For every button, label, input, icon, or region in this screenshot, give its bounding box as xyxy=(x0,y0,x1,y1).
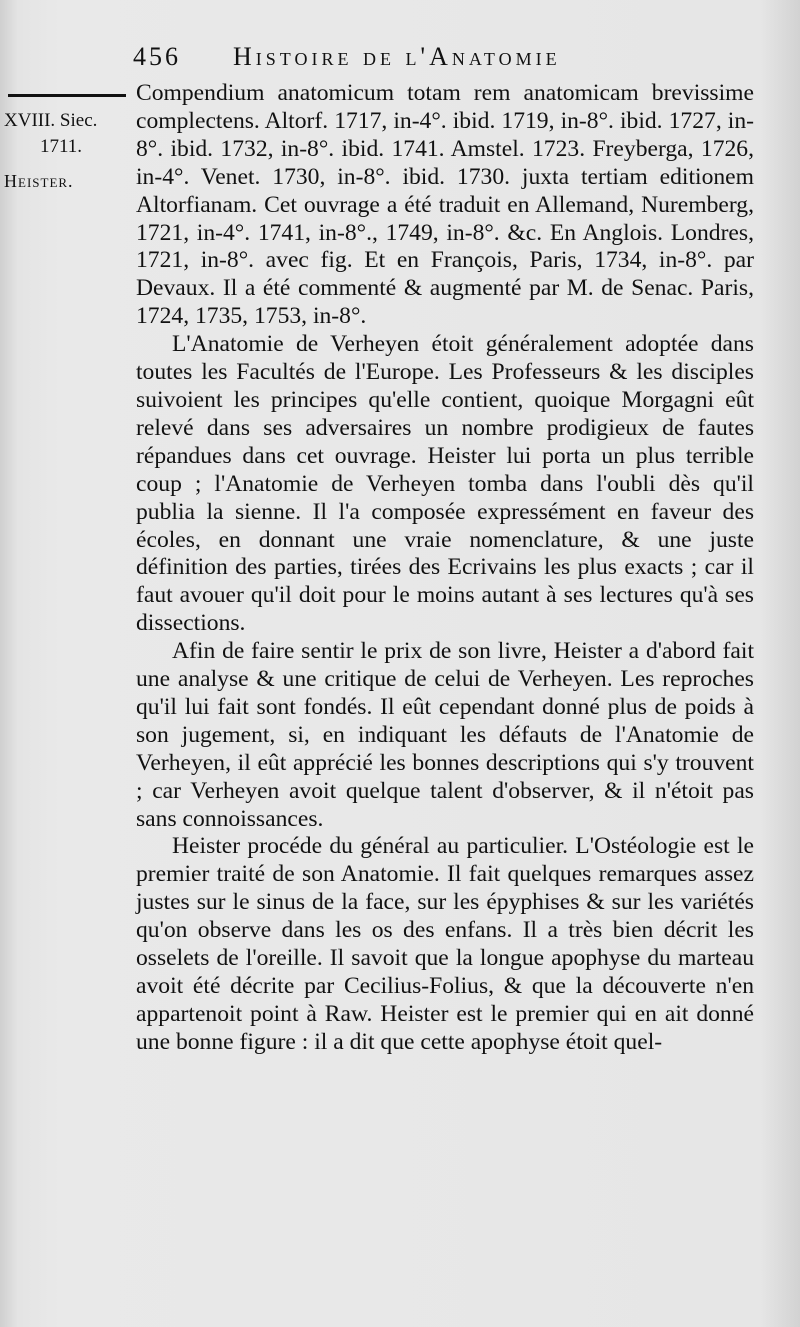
paragraph-critique: Afin de faire sentir le prix de son livre, Heister a d'abord fait une analyse & une critique de celui de Verheyen. Les reproches qu'il lui fait sont fondés. Il eût cependant donné plus de poids à son jugement, si, en indiquant les défauts de l'Anatomie de Verheyen, il eût apprécié les bonnes descriptions qui s'y trouvent ; car Verheyen avoit quelque talent d'observer, & il n'étoit pas sans connoissances. xyxy=(136,638,754,832)
margin-notes xyxy=(4,108,130,194)
margin-author: Heister. xyxy=(4,171,74,191)
body-text xyxy=(136,80,754,1057)
paragraph-bibliography: Compendium anatomicum totam rem anatomicam brevissime complectens. Altorf. 1717, in-4°. ibid. 1719, in-8°. ibid. 1727, in-8°. ibid. 1732, in-8°. ibid. 1741. Amstel. 1723. Freyberga, 1726, in-4°. Venet. 1730, in-8°. ibid. 1730. juxta tertiam editionem Altorfianam. Cet ouvrage a été traduit en Allemand, Nuremberg, 1721, in-4°. 1741, in-8°., 1749, in-8°. &c. En Anglois. Londres, 1721, in-8°. avec fig. Et en François, Paris, 1734, in-8°. par Devaux. Il a été commenté & augmenté par M. de Senac. Paris, 1724, 1735, 1753, in-8°. xyxy=(136,80,754,330)
margin-rule xyxy=(8,94,126,97)
page-number: 456 xyxy=(133,42,181,71)
page-header xyxy=(133,42,773,82)
paragraph-verheyen: L'Anatomie de Verheyen étoit généralement adoptée dans toutes les Facultés de l'Europe. Les Professeurs & les disciples suivoient les principes qu'elle contient, quoique Morgagni eût relevé dans ses adversaires un nombre prodigieux de fautes répandues dans cet ouvrage. Heister lui porta un plus terrible coup ; l'Anatomie de Verheyen tomba dans l'oubli dès qu'il publia la sienne. Il l'a composée expressément en faveur des écoles, en donnant une vraie nomenclature, & une juste définition des parties, tirées des Ecrivains les plus exacts ; car il faut avouer qu'il doit pour le moins autant à ses lectures qu'à ses dissections. xyxy=(136,331,754,637)
margin-year: 1711. xyxy=(40,136,83,157)
margin-century: XVIII. Siec. xyxy=(4,110,98,131)
paragraph-osteologie: Heister procéde du général au particulier. L'Ostéologie est le premier traité de son Anatomie. Il fait quelques remarques assez justes sur le sinus de la face, sur les épyphises & sur les variétés qu'on observe dans les os des enfans. Il a très bien décrit les osselets de l'oreille. Il savoit que la longue apophyse du marteau avoit été décrite par Cecilius-Folius, & que la découverte n'en appartenoit point à Raw. Heister est le premier qui en ait donné une bonne figure : il a dit que cette apophyse étoit quel- xyxy=(136,833,754,1055)
running-title: Histoire de l'Anatomie xyxy=(233,42,561,71)
